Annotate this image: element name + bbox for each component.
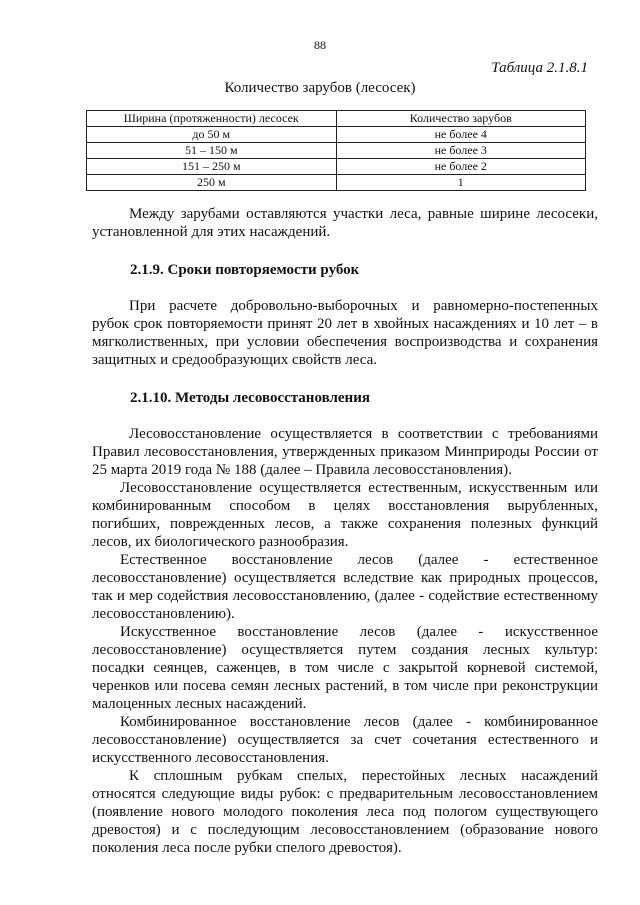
paragraph-intervals: Между зарубами оставляются участки леса, равные ширине лесосеки, установленной для этих насаждений.: [92, 206, 598, 240]
table-row: [87, 127, 586, 143]
table-cell-count: не более 3: [336, 143, 586, 159]
table-cell-width: 51 – 150 м: [87, 143, 337, 159]
paragraph-2110-3: Естественное восстановление лесов (далее - естественное лесовосстановление) осуществляется вследствие как природных процессов, так и мер содействия лесовосстановлению, (далее - содействие естественному лесовосстановлению).: [92, 552, 598, 622]
intervals-paragraph-block: [92, 205, 598, 241]
paragraph-2110-4: Искусственное восстановление лесов (далее - искусственное лесовосстановление) осуществляется путем создания лесных культур: посадки сеянцев, саженцев, в том числе с закрытой корневой системой, черенков или посева семян лесных растений, в том числе при реконструкции малоценных лесных насаждений.: [92, 624, 598, 712]
table-cell-width: 151 – 250 м: [87, 159, 337, 175]
table-caption: Количество зарубов (лесосек): [224, 80, 416, 96]
table-label: Таблица 2.1.8.1: [491, 60, 588, 76]
table-cell-count: не более 4: [336, 127, 586, 143]
paragraph-2110-2: Лесовосстановление осуществляется естественным, искусственным или комбинированным способом в целях восстановления вырубленных, погибших, поврежденных лесов, а также сохранения полезных функций лесов, их биологического разнообразия.: [92, 480, 598, 550]
table-cell-width: 250 м: [87, 175, 337, 191]
section-heading-2110: 2.1.10. Методы лесовосстановления: [130, 390, 370, 406]
table-row: [87, 143, 586, 159]
column-header-count: Количество зарубов: [336, 111, 586, 127]
paragraph-2110-5: Комбинированное восстановление лесов (далее - комбинированное лесовосстановление) осуществляется за счет сочетания естественного и искусственного лесовосстановления.: [92, 714, 598, 766]
paragraph-2110-6: К сплошным рубкам спелых, перестойных лесных насаждений относятся следующие виды рубок: с предварительным лесовосстановлением (появление нового молодого поколения леса под пологом существующего древостоя) и с последующим лесовосстановлением (образование нового поколения леса после рубки спелого древостоя).: [92, 768, 598, 856]
table-row: [87, 159, 586, 175]
page-number: 88: [314, 38, 326, 52]
column-header-width: Ширина (протяженности) лесосек: [87, 111, 337, 127]
paragraph-219: При расчете добровольно-выборочных и равномерно-постепенных рубок срок повторяемости принят 20 лет в хвойных насаждениях и 10 лет – в мягколиственных, при условии обеспечения воспроизводства и сохранения защитных и средообразующих свойств леса.: [92, 298, 598, 368]
table-header-row: [87, 111, 586, 127]
section-2110-body: [92, 425, 598, 857]
table-row: [87, 175, 586, 191]
table-cell-count: не более 2: [336, 159, 586, 175]
table-cell-count: 1: [336, 175, 586, 191]
cuts-count-table: [86, 110, 586, 191]
paragraph-2110-1: Лесовосстановление осуществляется в соответствии с требованиями Правил лесовосстановления, утвержденных приказом Минприроды России от 25 марта 2019 года № 188 (далее – Правила лесовосстановления).: [92, 426, 598, 478]
table-cell-width: до 50 м: [87, 127, 337, 143]
section-heading-219: 2.1.9. Сроки повторяемости рубок: [130, 262, 360, 278]
section-219-body: [92, 297, 598, 369]
